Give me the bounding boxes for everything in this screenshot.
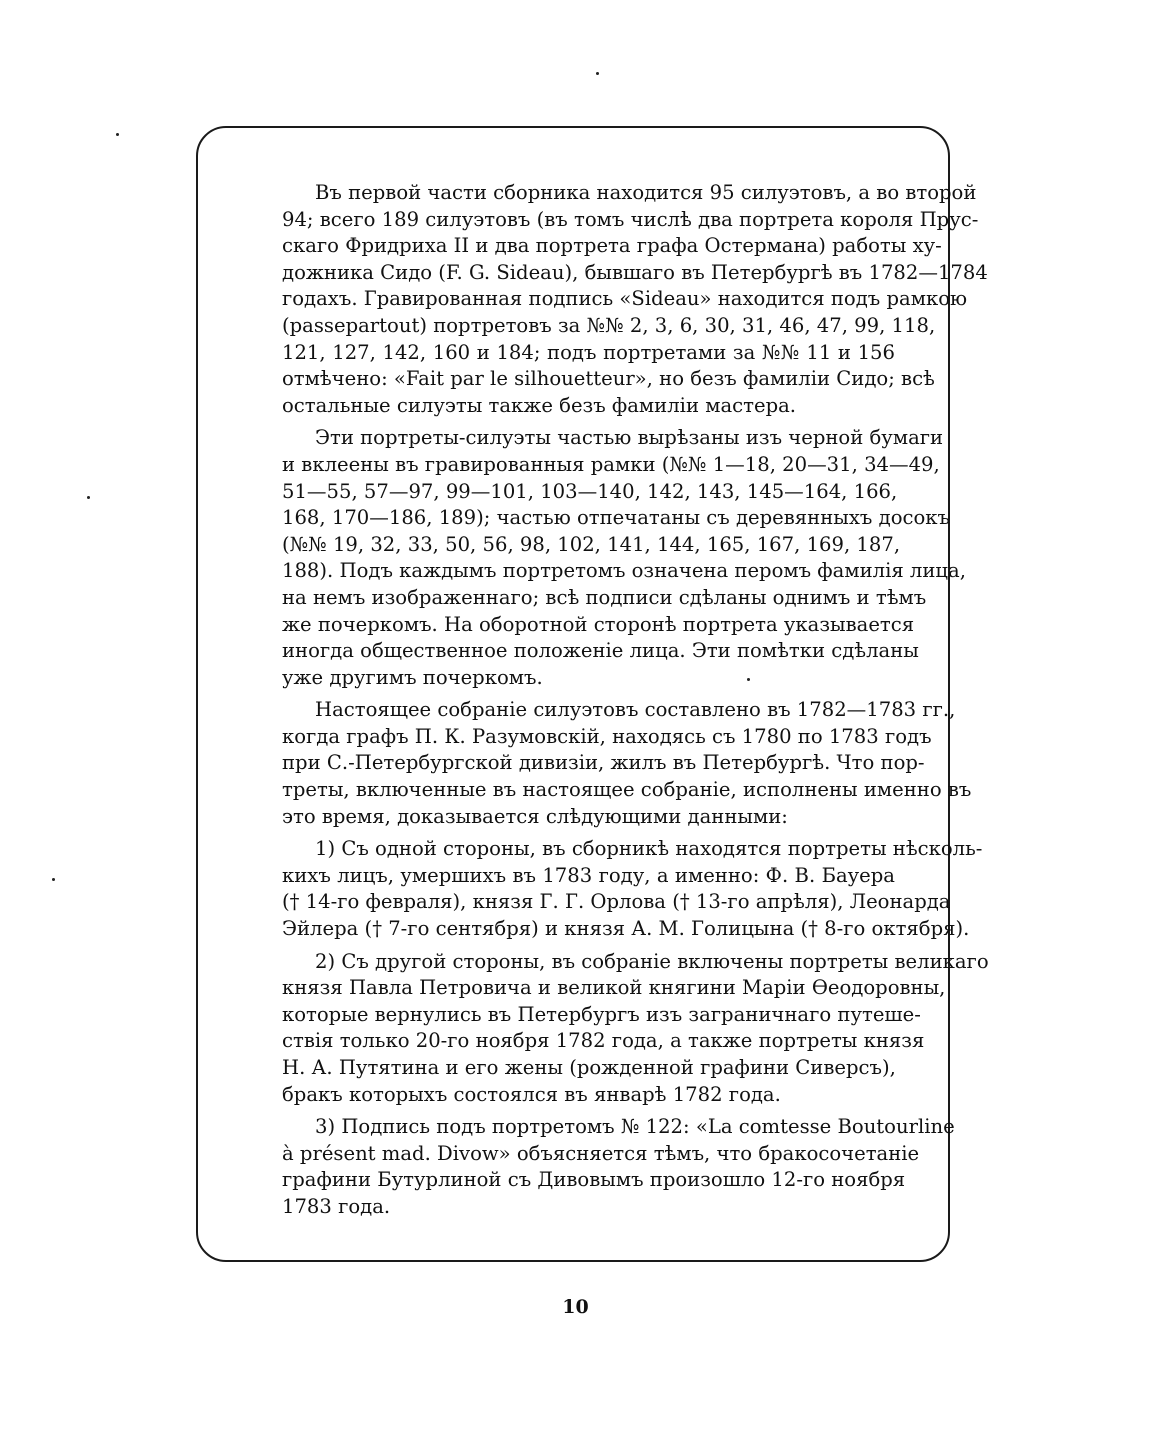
text-line: 1) Съ одной стороны, въ сборникѣ находятся портреты нѣсколь- <box>315 837 983 861</box>
text-line: треты, включенные въ настоящее собраніе, исполнены именно въ <box>282 778 972 802</box>
scan-speck <box>116 133 119 136</box>
text-line: дожника Сидо (F. G. Sideau), бывшаго въ Петербургѣ въ 1782—1784 <box>282 260 988 284</box>
paragraph <box>249 425 966 691</box>
text-line: уже другимъ почеркомъ. <box>282 665 543 689</box>
scan-speck <box>87 496 90 499</box>
text-line: ствія только 20-го ноября 1782 года, а также портреты князя <box>282 1029 925 1053</box>
text-line: Эти портреты-силуэты частью вырѣзаны изъ черной бумаги <box>315 426 944 450</box>
text-line: которые вернулись въ Петербургъ изъ заграничнаго путеше- <box>282 1002 921 1026</box>
text-line: иногда общественное положеніе лица. Эти помѣтки сдѣланы <box>282 639 919 663</box>
document-body <box>249 180 989 1227</box>
text-line: при С.-Петербургской дивизіи, жилъ въ Петербургѣ. Что пор- <box>282 751 925 775</box>
text-line: Настоящее собраніе силуэтовъ составлено въ 1782—1783 гг., <box>315 698 956 722</box>
scan-speck <box>747 678 750 681</box>
text-line: Эйлера († 7-го сентября) и князя А. М. Голицына († 8-го октября). <box>282 917 970 941</box>
text-line: остальные силуэты также безъ фамиліи мастера. <box>282 393 797 417</box>
text-line: кихъ лицъ, умершихъ въ 1783 году, а именно: Ф. В. Бауера <box>282 863 895 887</box>
text-line: 2) Съ другой стороны, въ собраніе включены портреты великаго <box>315 949 989 973</box>
text-line: отмѣчено: «Fait par le silhouetteur», но безъ фамиліи Сидо; всѣ <box>282 367 935 391</box>
text-line: 51—55, 57—97, 99—101, 103—140, 142, 143, 145—164, 166, <box>282 479 898 503</box>
text-line: на немъ изображеннаго; всѣ подписи сдѣланы однимъ и тѣмъ <box>282 585 927 609</box>
text-line: 3) Подпись подъ портретомъ № 122: «La comtesse Boutourline <box>315 1115 955 1139</box>
text-line: Н. А. Путятина и его жены (рожденной графини Сиверсъ), <box>282 1056 896 1079</box>
paragraph <box>249 180 988 419</box>
paragraph <box>249 697 972 830</box>
text-line: 94; всего 189 силуэтовъ (въ томъ числѣ два портрета короля Прус- <box>282 207 979 231</box>
text-line: годахъ. Гравированная подпись «Sideau» находится подъ рамкою <box>282 287 968 311</box>
text-line: 168, 170—186, 189); частью отпечатаны съ деревянныхъ досокъ <box>282 506 950 530</box>
paragraph <box>249 949 989 1109</box>
text-line: это время, доказывается слѣдующими данными: <box>282 804 788 828</box>
text-line: бракъ которыхъ состоялся въ январѣ 1782 года. <box>282 1082 781 1106</box>
text-line: Въ первой части сборника находится 95 силуэтовъ, а во второй <box>315 181 977 204</box>
paragraph <box>249 1114 955 1220</box>
text-line: когда графъ П. К. Разумовскій, находясь съ 1780 по 1783 годъ <box>282 724 932 748</box>
text-line: князя Павла Петровича и великой княгини Маріи Ѳеодоровны, <box>282 976 946 1000</box>
text-line: 121, 127, 142, 160 и 184; подъ портретами за №№ 11 и 156 <box>282 340 895 364</box>
text-line: графини Бутурлиной съ Дивовымъ произошло 12-го ноября <box>282 1168 906 1192</box>
paragraph <box>249 836 983 942</box>
scan-speck <box>596 72 599 75</box>
text-line: 188). Подъ каждымъ портретомъ означена перомъ фамилія лица, <box>282 559 966 583</box>
text-line: и вклеены въ гравированныя рамки (№№ 1—18, 20—31, 34—49, <box>282 452 940 476</box>
text-line: à présent mad. Divow» объясняется тѣмъ, что бракосочетаніе <box>282 1141 920 1165</box>
text-line: же почеркомъ. На оборотной сторонѣ портрета указывается <box>282 612 915 636</box>
text-line: († 14-го февраля), князя Г. Г. Орлова († 13-го апрѣля), Леонарда <box>282 890 951 914</box>
text-line: (passepartout) портретовъ за №№ 2, 3, 6, 30, 31, 46, 47, 99, 118, <box>282 313 936 337</box>
text-line: 1783 года. <box>282 1194 391 1218</box>
scan-speck <box>52 878 55 881</box>
text-line: скаго Фридриха II и два портрета графа Остермана) работы ху- <box>282 234 942 258</box>
text-line: (№№ 19, 32, 33, 50, 56, 98, 102, 141, 144, 165, 167, 169, 187, <box>282 532 901 556</box>
page-number: 10 <box>562 1296 589 1318</box>
